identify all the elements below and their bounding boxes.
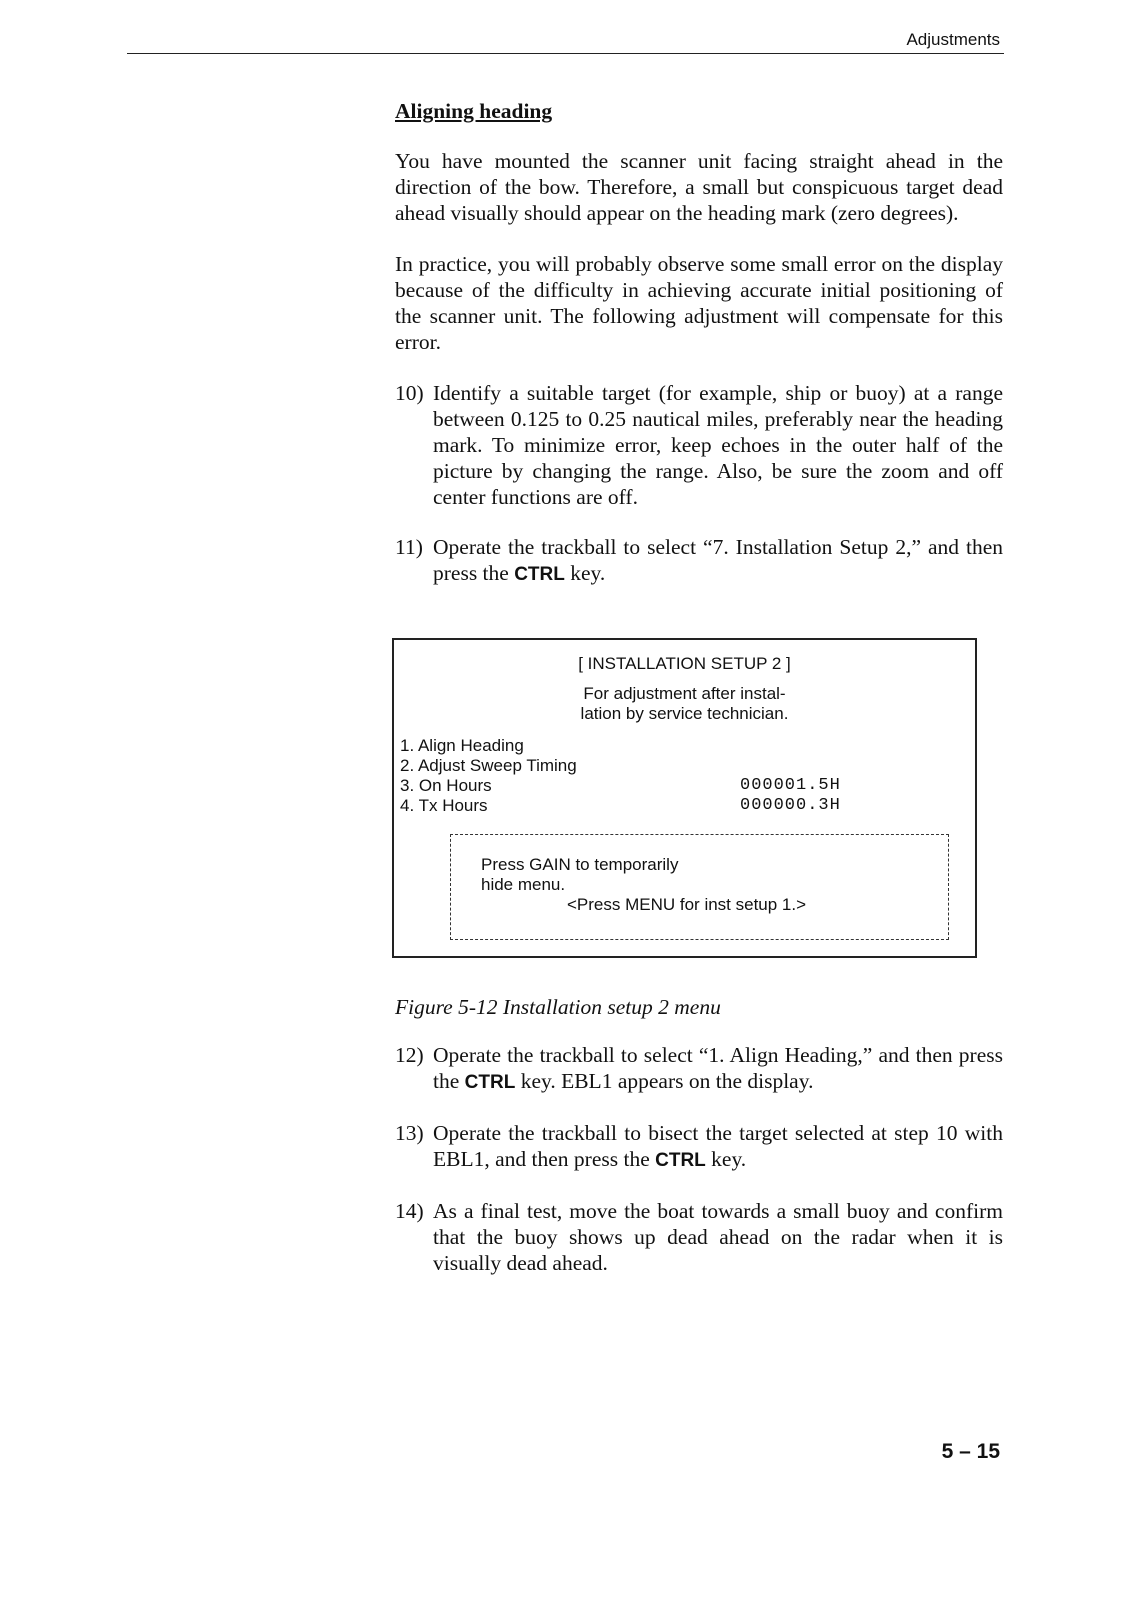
ctrl-key-label: CTRL <box>514 564 565 585</box>
step-text: Operate the trackball to select “7. Installation Setup 2,” and then press the <box>433 535 1003 585</box>
step-10 <box>395 380 1003 510</box>
section-title: Aligning heading <box>395 99 553 123</box>
paragraph-practice: In practice, you will probably observe some small error on the display because of the difficulty in achieving accurate initial positioning of the scanner unit. The following adjustment will compensate for this error. <box>395 252 1003 354</box>
step-number: 13) <box>395 1121 424 1145</box>
step-number: 14) <box>395 1199 424 1223</box>
step-number: 12) <box>395 1043 424 1067</box>
menu-hint-box <box>450 834 949 940</box>
ctrl-key-label: CTRL <box>464 1072 516 1093</box>
step-14 <box>395 1198 1003 1276</box>
menu-item-value: 000001.5H <box>740 776 841 795</box>
step-number: 10) <box>395 381 424 405</box>
step-text: Identify a suitable target (for example, ship or buoy) at a range between 0.125 to 0.25 nautical miles, preferably near the heading mark. To minimize error, keep echoes in the outer half of the picture by changing the range. Also, be sure the zoom and off center functions are off. <box>433 381 1003 509</box>
figure-caption: Figure 5-12 Installation setup 2 menu <box>395 995 721 1019</box>
menu-item-label: 2. Adjust Sweep Timing <box>400 756 577 775</box>
step-text: As a final test, move the boat towards a small buoy and confirm that the buoy shows up dead ahead on the radar when it is visually dead ahead. <box>433 1199 1003 1275</box>
menu-item-label: 1. Align Heading <box>400 736 524 755</box>
menu-hint-line: Press GAIN to temporarily <box>481 855 679 874</box>
step-12 <box>395 1042 1003 1096</box>
menu-note-line: For adjustment after instal- <box>583 684 786 703</box>
page-content <box>395 98 1003 1300</box>
menu-item-adjust-sweep-timing <box>400 756 969 776</box>
step-text-end: key. <box>705 1147 747 1171</box>
menu-item-value: 000000.3H <box>740 796 841 815</box>
menu-note-line: lation by service technician. <box>580 704 789 723</box>
step-text: Operate the trackball to select “1. Align Heading,” and then press the <box>433 1043 1003 1093</box>
menu-title: [ INSTALLATION SETUP 2 ] <box>578 654 791 673</box>
paragraph-intro: You have mounted the scanner unit facing straight ahead in the direction of the bow. Therefore, a small but conspicuous target dead ahead visually should appear on the heading mark (zero degrees). <box>395 149 1003 225</box>
step-13 <box>395 1120 1003 1174</box>
running-header: Adjustments <box>906 30 1000 49</box>
menu-item-align-heading <box>400 736 969 756</box>
menu-item-label: 3. On Hours <box>400 776 492 795</box>
menu-note <box>400 684 969 724</box>
step-text-end: key. EBL1 appears on the display. <box>515 1069 814 1093</box>
menu-item-label: 4. Tx Hours <box>400 796 488 815</box>
step-text: Operate the trackball to bisect the target selected at step 10 with EBL1, and then press the <box>433 1121 1003 1171</box>
installation-setup-menu-figure <box>392 638 977 958</box>
menu-hint-line: hide menu. <box>481 875 566 894</box>
step-number: 11) <box>395 535 423 559</box>
step-11 <box>395 534 1003 588</box>
header-rule <box>127 53 1004 54</box>
step-text-end: key. <box>564 561 606 585</box>
menu-item-on-hours <box>400 776 969 796</box>
menu-item-tx-hours <box>400 796 969 816</box>
ctrl-key-label: CTRL <box>655 1150 706 1171</box>
menu-hint-line: <Press MENU for inst setup 1.> <box>567 895 807 914</box>
page-number: 5 – 15 <box>941 1440 1000 1463</box>
